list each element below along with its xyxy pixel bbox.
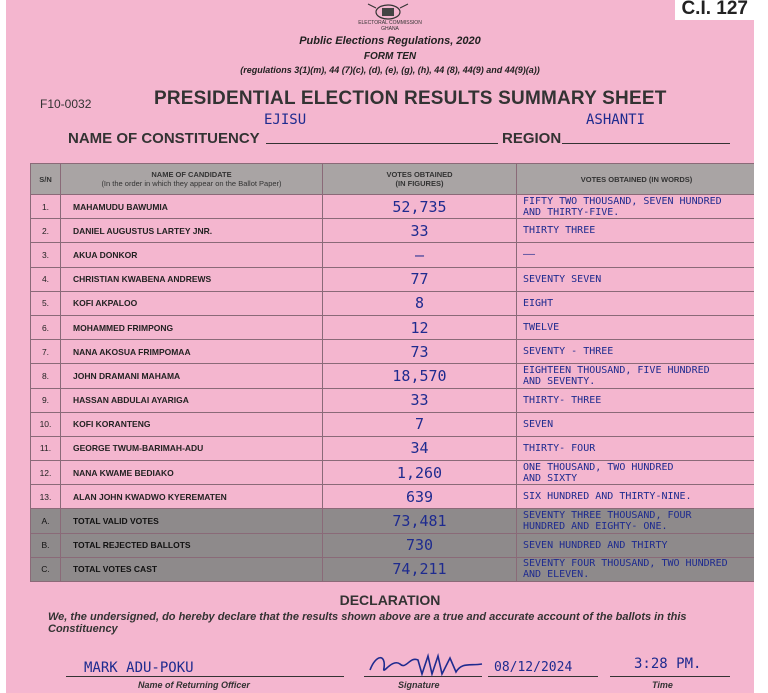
sn-cell: 6. [31,315,61,339]
votes-words-cell [517,340,755,364]
region-value: ASHANTI [586,112,646,128]
header-figures: VOTES OBTAINED (IN FIGURES) [323,164,517,195]
total-row [31,509,755,533]
votes-words-line2: AND SEVENTY. [523,375,596,387]
votes-words-cell [517,291,755,315]
candidate-name-cell: NANA AKOSUA FRIMPOMAA [61,340,323,364]
votes-words-line1: SEVEN HUNDRED AND THIRTY [523,539,668,551]
votes-words-line1: SIX HUNDRED AND THIRTY-NINE. [523,491,692,503]
table-row [31,485,755,509]
candidate-name-cell: MOHAMMED FRIMPONG [61,315,323,339]
votes-words-line1: SEVEN [523,418,554,430]
total-row [31,533,755,557]
table-row [31,315,755,339]
results-form-sheet [6,0,754,693]
time-line [610,676,730,677]
votes-words-line1: TWELVE [523,322,560,334]
votes-words-cell [517,267,755,291]
officer-name-line [66,676,344,677]
votes-words-line1: ONE THOUSAND, TWO HUNDRED [523,461,674,473]
emblem-icon [358,2,418,22]
table-row [31,195,755,219]
votes-figures-cell: 34 [323,436,517,460]
sn-cell: 12. [31,461,61,485]
sn-cell: 10. [31,412,61,436]
votes-words-line1: SEVENTY FOUR THOUSAND, TWO HUNDRED [523,558,728,570]
sn-cell: 7. [31,340,61,364]
votes-words-cell [517,509,755,533]
sn-cell: 9. [31,388,61,412]
table-row [31,243,755,267]
time-label: Time [652,680,673,690]
votes-words-cell [517,388,755,412]
votes-figures-cell: 730 [323,533,517,557]
votes-words-line1: EIGHT [523,297,554,309]
votes-words-line1: —— [523,249,536,261]
sn-cell: 1. [31,195,61,219]
votes-words-line2: AND SIXTY [523,472,578,484]
candidate-name-cell: KOFI KORANTENG [61,412,323,436]
header-words: VOTES OBTAINED (IN WORDS) [517,164,755,195]
votes-words-line1: SEVENTY SEVEN [523,273,602,285]
sn-cell: A. [31,509,61,533]
votes-words-cell [517,533,755,557]
candidate-name-cell: TOTAL VOTES CAST [61,557,323,581]
date-line [488,676,598,677]
table-row [31,364,755,388]
sn-cell: 13. [31,485,61,509]
sn-cell: 2. [31,219,61,243]
votes-words-cell [517,485,755,509]
results-table [30,163,754,582]
table-header-row [31,164,755,195]
votes-words-cell [517,195,755,219]
sn-cell: 11. [31,436,61,460]
header-sn: S/N [31,164,61,195]
regulations-refs: (regulations 3(1)(m), 44 (7)(c), (d), (e), (g), (h), 44 (8), 44(9) and 44(9)(a)) [240,65,540,75]
table-row [31,412,755,436]
form-code: C.I. 127 [675,0,754,20]
candidate-name-cell: KOFI AKPALOO [61,291,323,315]
declaration-title: DECLARATION [339,592,441,608]
sn-cell: 5. [31,291,61,315]
commission-country: GHANA [381,26,399,32]
sn-cell: 8. [31,364,61,388]
table-row [31,436,755,460]
sheet-title: PRESIDENTIAL ELECTION RESULTS SUMMARY SHEET [154,88,667,109]
regulations-title: Public Elections Regulations, 2020 [299,35,481,47]
votes-figures-cell: 7 [323,412,517,436]
constituency-label: NAME OF CONSTITUENCY [68,130,260,147]
votes-words-cell [517,461,755,485]
votes-figures-cell: 1,260 [323,461,517,485]
candidate-name-cell: CHRISTIAN KWABENA ANDREWS [61,267,323,291]
sn-cell: B. [31,533,61,557]
votes-words-cell [517,364,755,388]
votes-words-cell [517,557,755,581]
votes-words-cell [517,436,755,460]
votes-figures-cell: 12 [323,315,517,339]
votes-figures-cell: 77 [323,267,517,291]
candidate-name-cell: MAHAMUDU BAWUMIA [61,195,323,219]
votes-figures-cell: 33 [323,388,517,412]
votes-figures-cell: 639 [323,485,517,509]
candidate-name-cell: GEORGE TWUM-BARIMAH-ADU [61,436,323,460]
table-row [31,291,755,315]
votes-words-line1: THIRTY- THREE [523,394,602,406]
candidate-name-cell: NANA KWAME BEDIAKO [61,461,323,485]
table-row [31,267,755,291]
votes-words-line1: SEVENTY THREE THOUSAND, FOUR [523,510,692,522]
votes-words-line2: AND THIRTY-FIVE. [523,206,620,218]
votes-figures-cell: 73 [323,340,517,364]
constituency-value: EJISU [264,112,307,128]
votes-figures-cell: 18,570 [323,364,517,388]
table-row [31,461,755,485]
total-row [31,557,755,581]
votes-figures-cell: 73,481 [323,509,517,533]
form-number: F10-0032 [40,97,92,111]
candidate-name-cell: DANIEL AUGUSTUS LARTEY JNR. [61,219,323,243]
votes-words-line1: FIFTY TWO THOUSAND, SEVEN HUNDRED [523,195,722,207]
votes-figures-cell: 52,735 [323,195,517,219]
candidate-name-cell: JOHN DRAMANI MAHAMA [61,364,323,388]
votes-words-cell [517,219,755,243]
sign-time: 3:28 PM. [634,656,702,672]
votes-words-line2: HUNDRED AND EIGHTY- ONE. [523,521,668,533]
votes-words-line1: SEVENTY - THREE [523,346,614,358]
table-row [31,219,755,243]
candidate-name-cell: TOTAL REJECTED BALLOTS [61,533,323,557]
region-line [562,143,730,144]
sn-cell: 3. [31,243,61,267]
votes-words-line1: THIRTY- FOUR [523,442,596,454]
commission-name: ELECTORAL COMMISSION [358,20,422,26]
votes-figures-cell: 8 [323,291,517,315]
form-title: FORM TEN [363,51,417,62]
declaration-text: We, the undersigned, do hereby declare that the results shown above are a true and accurate account of the ballots in this Constituency [48,611,687,635]
officer-name-label: Name of Returning Officer [138,680,250,690]
votes-words-cell [517,412,755,436]
sign-date: 08/12/2024 [494,660,573,675]
votes-words-line1: EIGHTEEN THOUSAND, FIVE HUNDRED [523,364,710,376]
candidate-name-cell: AKUA DONKOR [61,243,323,267]
signature-line [364,676,482,677]
header-name: NAME OF CANDIDATE (In the order in which they appear on the Ballot Paper) [61,164,323,195]
sn-cell: C. [31,557,61,581]
region-label: REGION [502,130,562,147]
table-row [31,340,755,364]
votes-figures-cell: 33 [323,219,517,243]
signature-label: Signature [398,680,440,690]
sn-cell: 4. [31,267,61,291]
votes-words-line1: THIRTY THREE [523,225,596,237]
votes-figures-cell: — [323,243,517,267]
votes-words-cell [517,315,755,339]
votes-words-cell [517,243,755,267]
candidate-name-cell: TOTAL VALID VOTES [61,509,323,533]
officer-name: MARK ADU-POKU [84,660,194,676]
candidate-name-cell: HASSAN ABDULAI AYARIGA [61,388,323,412]
table-row [31,388,755,412]
votes-figures-cell: 74,211 [323,557,517,581]
candidate-name-cell: ALAN JOHN KWADWO KYEREMATEN [61,485,323,509]
constituency-line [266,143,498,144]
votes-words-line2: AND ELEVEN. [523,569,590,581]
